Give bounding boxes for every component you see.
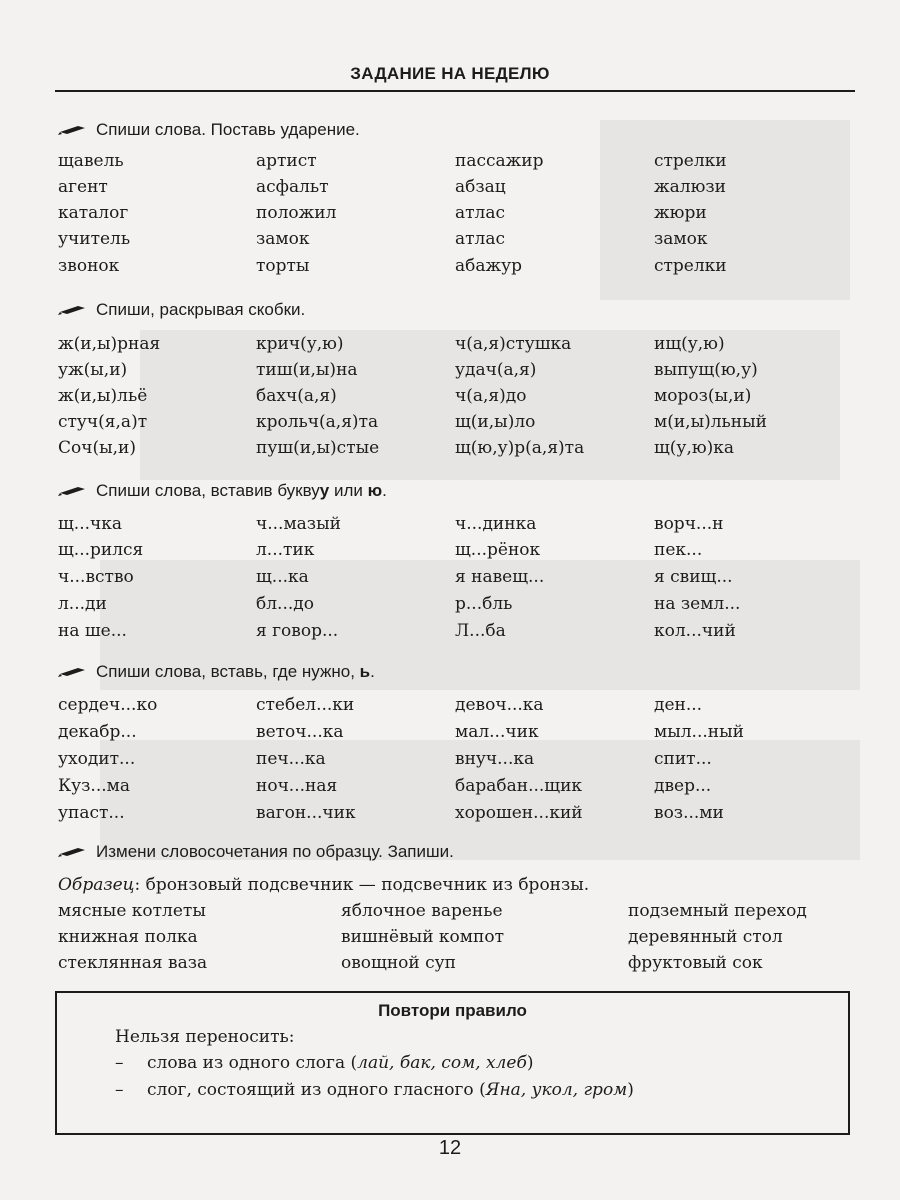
phrase: яблочное варенье — [341, 901, 503, 921]
word: каталог — [58, 203, 129, 223]
rule-intro: Нельзя переносить: — [115, 1027, 295, 1047]
rule-item — [147, 1080, 634, 1100]
phrase: стеклянная ваза — [58, 953, 208, 973]
word: ч...мазый — [256, 514, 341, 534]
word: бахч(а,я) — [256, 386, 337, 406]
word-row — [0, 203, 900, 229]
rule-dash: – — [115, 1080, 124, 1100]
word: щ...рился — [58, 540, 144, 560]
rule-item-text: слог, состоящий из одного гласного ( — [147, 1080, 486, 1100]
word: кол...чий — [654, 621, 736, 641]
pencil-icon — [58, 303, 88, 317]
word: щ...чка — [58, 514, 123, 534]
word: уходит... — [58, 749, 136, 769]
word: щ(у,ю)ка — [654, 438, 735, 458]
word: двер... — [654, 776, 712, 796]
word: ж(и,ы)льё — [58, 386, 148, 406]
word: ноч...ная — [256, 776, 338, 796]
sample-text: : бронзовый подсвечник — подсвечник из бронзы. — [134, 875, 590, 895]
word: учитель — [58, 229, 131, 249]
rule-item-examples: лай, бак, сом, хлеб — [357, 1053, 527, 1073]
word-row — [0, 412, 900, 438]
rule-item — [147, 1053, 533, 1073]
word: уж(ы,и) — [58, 360, 128, 380]
word: пек... — [654, 540, 703, 560]
word: на земл... — [654, 594, 741, 614]
word: ч...динка — [455, 514, 537, 534]
word: щ...рёнок — [455, 540, 541, 560]
word: жюри — [654, 203, 707, 223]
word: декабр... — [58, 722, 137, 742]
word: стуч(я,а)т — [58, 412, 148, 432]
instruction-letter: ь — [359, 662, 371, 681]
word: Куз...ма — [58, 776, 131, 796]
word: сердеч...ко — [58, 695, 158, 715]
instruction-text: или — [329, 481, 368, 500]
phrase: подземный переход — [628, 901, 807, 921]
word-row — [0, 540, 900, 566]
pencil-icon — [58, 845, 88, 859]
word-row — [0, 334, 900, 360]
word: стебел...ки — [256, 695, 355, 715]
rule-item-examples: Яна, укол, гром — [485, 1080, 628, 1100]
word: я навещ... — [455, 567, 545, 587]
word: щ...ка — [256, 567, 309, 587]
instruction-text: . — [370, 662, 375, 681]
section-4-instruction — [58, 660, 375, 684]
instruction-text: Спиши, раскрывая скобки. — [96, 300, 306, 319]
word-row — [0, 229, 900, 255]
rule-title: Повтори правило — [378, 1001, 527, 1020]
word: мороз(ы,и) — [654, 386, 752, 406]
page-header-title: ЗАДАНИЕ НА НЕДЕЛЮ — [350, 64, 550, 83]
rule-box — [55, 991, 850, 1135]
word: замок — [256, 229, 310, 249]
word: ч...вство — [58, 567, 134, 587]
word: л...тик — [256, 540, 315, 560]
word-row — [0, 567, 900, 593]
word: щавель — [58, 151, 124, 171]
word: вагон...чик — [256, 803, 356, 823]
phrase: овощной суп — [341, 953, 456, 973]
word: воз...ми — [654, 803, 724, 823]
word-row — [0, 151, 900, 177]
word: стрелки — [654, 151, 727, 171]
word: упаст... — [58, 803, 125, 823]
word: стрелки — [654, 256, 727, 276]
rule-dash: – — [115, 1053, 124, 1073]
phrase: вишнёвый компот — [341, 927, 504, 947]
word: барабан...щик — [455, 776, 583, 796]
word: на ше... — [58, 621, 127, 641]
word: щ(и,ы)ло — [455, 412, 536, 432]
word: печ...ка — [256, 749, 326, 769]
header-rule — [55, 90, 855, 92]
phrase: мясные котлеты — [58, 901, 206, 921]
rule-item-text: слова из одного слога ( — [147, 1053, 358, 1073]
word: артист — [256, 151, 317, 171]
word: атлас — [455, 203, 505, 223]
word: хорошен...кий — [455, 803, 583, 823]
word: выпущ(ю,у) — [654, 360, 758, 380]
word-row — [0, 514, 900, 540]
word-row — [0, 177, 900, 203]
word: щ(ю,у)р(а,я)та — [455, 438, 585, 458]
phrase-row — [0, 901, 900, 927]
section-3-instruction — [58, 479, 387, 503]
word: удач(а,я) — [455, 360, 537, 380]
phrase-row — [0, 927, 900, 953]
word: пуш(и,ы)стые — [256, 438, 380, 458]
word: атлас — [455, 229, 505, 249]
word: пассажир — [455, 151, 544, 171]
instruction-text: Спиши слова, вставь, где нужно, — [96, 662, 360, 681]
word: крич(у,ю) — [256, 334, 344, 354]
word-row — [0, 360, 900, 386]
word-row — [0, 621, 900, 647]
word-row — [0, 256, 900, 282]
word-row — [0, 749, 900, 775]
phrase: фруктовый сок — [628, 953, 763, 973]
word: ч(а,я)стушка — [455, 334, 572, 354]
word: ден... — [654, 695, 703, 715]
word: крольч(а,я)та — [256, 412, 379, 432]
word-row — [0, 386, 900, 412]
word: я говор... — [256, 621, 339, 641]
word: асфальт — [256, 177, 329, 197]
phrase: книжная полка — [58, 927, 198, 947]
pencil-icon — [58, 484, 88, 498]
word: тиш(и,ы)на — [256, 360, 358, 380]
word: Л...ба — [455, 621, 506, 641]
instruction-text: Спиши слова, вставив букву — [96, 481, 320, 500]
word: Соч(ы,и) — [58, 438, 137, 458]
word: бл...до — [256, 594, 314, 614]
word-row — [0, 776, 900, 802]
rule-item-close: ) — [627, 1080, 634, 1100]
word: ч(а,я)до — [455, 386, 527, 406]
word: девоч...ка — [455, 695, 544, 715]
instruction-text: Измени словосочетания по образцу. Запиши. — [96, 842, 454, 861]
sample-label: Образец — [58, 875, 135, 895]
word-row — [0, 803, 900, 829]
sample-line — [58, 875, 589, 895]
page-number: 12 — [438, 1137, 462, 1159]
word: положил — [256, 203, 337, 223]
word: спит... — [654, 749, 712, 769]
word: жалюзи — [654, 177, 726, 197]
word: л...ди — [58, 594, 107, 614]
word-row — [0, 594, 900, 620]
phrase-row — [0, 953, 900, 979]
section-5-instruction — [58, 840, 454, 864]
pencil-icon — [58, 665, 88, 679]
pencil-icon — [58, 123, 88, 137]
word: абзац — [455, 177, 506, 197]
word: веточ...ка — [256, 722, 344, 742]
instruction-letter: у — [319, 481, 330, 500]
word: м(и,ы)льный — [654, 412, 767, 432]
word: агент — [58, 177, 108, 197]
word: замок — [654, 229, 708, 249]
word: ищ(у,ю) — [654, 334, 725, 354]
word: звонок — [58, 256, 120, 276]
word: р...бль — [455, 594, 513, 614]
word-row — [0, 695, 900, 721]
word-row — [0, 438, 900, 464]
word: абажур — [455, 256, 523, 276]
instruction-text: . — [382, 481, 387, 500]
word: мал...чик — [455, 722, 539, 742]
section-2-instruction — [58, 298, 305, 322]
word-row — [0, 722, 900, 748]
instruction-text: Спиши слова. Поставь ударение. — [96, 120, 360, 139]
rule-item-close: ) — [526, 1053, 534, 1073]
word: торты — [256, 256, 310, 276]
section-1-instruction — [58, 118, 360, 142]
word: ворч...н — [654, 514, 724, 534]
word: мыл...ный — [654, 722, 744, 742]
word: я свищ... — [654, 567, 733, 587]
word: внуч...ка — [455, 749, 535, 769]
phrase: деревянный стол — [628, 927, 783, 947]
word: ж(и,ы)рная — [58, 334, 161, 354]
instruction-letter: ю — [367, 481, 383, 500]
